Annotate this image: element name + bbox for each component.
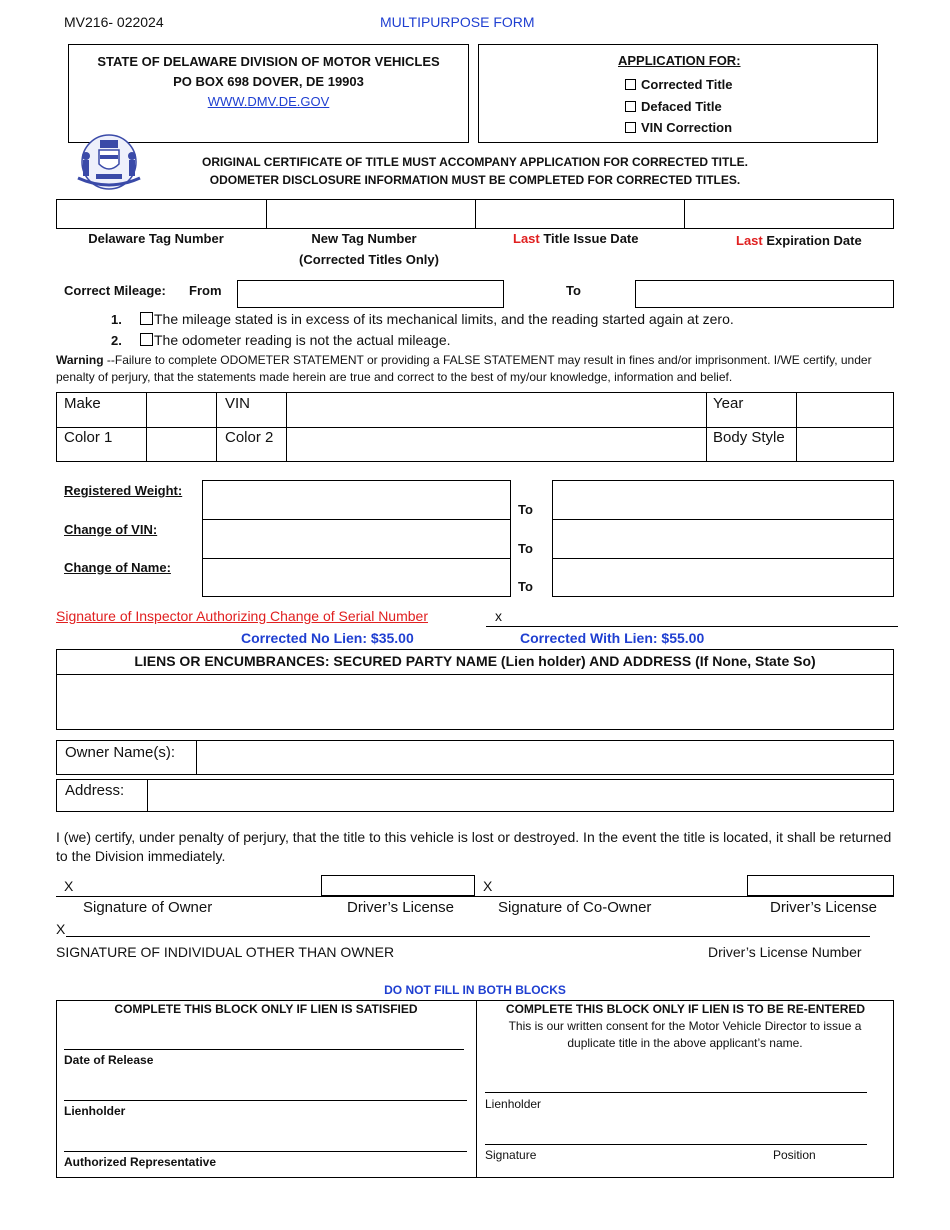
- mileage-item2-checkbox[interactable]: [140, 333, 153, 346]
- expiration-date-input[interactable]: [684, 199, 893, 229]
- title-issue-date-label: Last Title Issue Date: [513, 231, 639, 246]
- lien-reentered-title: COMPLETE THIS BLOCK ONLY IF LIEN IS TO BE RE-ENTERED: [505, 1002, 866, 1016]
- inspector-signature-line[interactable]: [486, 626, 898, 627]
- right-lienholder-label: Lienholder: [485, 1097, 542, 1111]
- address-input[interactable]: [147, 780, 894, 811]
- mileage-item1-checkbox[interactable]: [140, 312, 153, 325]
- vin-correction-checkbox[interactable]: [625, 122, 636, 133]
- vin-label: VIN: [225, 395, 251, 412]
- color1-input[interactable]: [147, 428, 215, 461]
- expiration-date-label: Last Expiration Date: [736, 233, 862, 248]
- year-label: Year: [713, 395, 744, 412]
- liens-box: [56, 649, 894, 730]
- agency-box: [68, 44, 469, 143]
- vin-from-input[interactable]: [203, 520, 510, 557]
- owner-signature-x: X: [64, 878, 74, 894]
- owner-signature-label: Signature of Owner: [83, 899, 213, 916]
- application-title: APPLICATION FOR:: [618, 53, 741, 68]
- defaced-title-checkbox[interactable]: [625, 101, 636, 112]
- new-tag-input[interactable]: [266, 199, 476, 229]
- make-input[interactable]: [147, 393, 215, 426]
- color1-label: Color 1: [64, 429, 113, 446]
- owner-name-input[interactable]: [196, 741, 894, 774]
- liens-input[interactable]: [57, 676, 893, 729]
- weight-to-label: To: [518, 502, 533, 517]
- form-code: MV216- 022024: [64, 14, 164, 30]
- other-signature-line[interactable]: [66, 936, 870, 937]
- name-to-input[interactable]: [553, 559, 893, 596]
- liens-divider: [57, 674, 893, 675]
- co-owner-signature-label: Signature of Co-Owner: [498, 899, 652, 916]
- year-input[interactable]: [797, 393, 893, 426]
- inspector-x: x: [495, 608, 502, 624]
- right-signature-line[interactable]: [485, 1144, 867, 1145]
- delaware-seal-icon: [70, 130, 148, 192]
- change-name-label: Change of Name:: [64, 560, 171, 575]
- notice-line1: ORIGINAL CERTIFICATE OF TITLE MUST ACCOMPANY APPLICATION FOR CORRECTED TITLE.: [202, 155, 748, 169]
- signature-line[interactable]: [56, 896, 894, 897]
- mileage-item2-number: 2.: [111, 333, 122, 348]
- mileage-to-input[interactable]: [635, 280, 894, 308]
- lien-satisfied-title: COMPLETE THIS BLOCK ONLY IF LIEN IS SATISFIED: [114, 1002, 418, 1016]
- mileage-label: Correct Mileage:: [64, 283, 166, 298]
- position-label: Position: [773, 1148, 816, 1162]
- corrected-title-checkbox[interactable]: [625, 79, 636, 90]
- owner-name-label: Owner Name(s):: [65, 744, 176, 761]
- vin-to-label: To: [518, 541, 533, 556]
- make-label: Make: [64, 395, 101, 412]
- date-of-release-line[interactable]: [64, 1049, 464, 1050]
- body-style-label: Body Style: [713, 429, 785, 446]
- notice-line2: ODOMETER DISCLOSURE INFORMATION MUST BE COMPLETED FOR CORRECTED TITLES.: [209, 173, 741, 187]
- date-of-release-label: Date of Release: [64, 1053, 154, 1067]
- dl-number-label: Driver’s License Number: [708, 944, 862, 960]
- mileage-item1: The mileage stated is in excess of its mechanical limits, and the reading started again at zero.: [140, 311, 734, 327]
- delaware-tag-input[interactable]: [57, 199, 267, 229]
- website-link[interactable]: WWW.DMV.DE.GOV: [207, 94, 330, 109]
- co-owner-drivers-license-input[interactable]: [747, 875, 894, 896]
- option-corrected-title[interactable]: Corrected Title: [625, 77, 733, 92]
- name-to-label: To: [518, 579, 533, 594]
- agency-line1: STATE OF DELAWARE DIVISION OF MOTOR VEHICLES: [97, 54, 440, 69]
- form-type: MULTIPURPOSE FORM: [380, 14, 535, 30]
- right-lienholder-line[interactable]: [485, 1092, 867, 1093]
- body-style-input[interactable]: [797, 428, 893, 461]
- odometer-warning: Warning --Failure to complete ODOMETER STATEMENT or providing a FALSE STATEMENT may result in fines and/or imprisonment. I/WE certify, under penalty of perjury, that the statements made herein are true and correct to the best of my/our knowledge, information and belief.: [56, 353, 872, 384]
- registered-weight-to-input[interactable]: [553, 481, 893, 518]
- owner-name-row: [56, 740, 894, 775]
- mileage-item2: The odometer reading is not the actual mileage.: [140, 332, 451, 348]
- left-lienholder-line[interactable]: [64, 1100, 467, 1101]
- new-tag-label: New Tag Number: [311, 231, 417, 246]
- left-lienholder-label: Lienholder: [64, 1104, 126, 1118]
- authorized-rep-line[interactable]: [64, 1151, 467, 1152]
- agency-line2: PO BOX 698 DOVER, DE 19903: [173, 74, 364, 89]
- authorized-rep-label: Authorized Representative: [64, 1155, 217, 1169]
- color2-label: Color 2: [225, 429, 274, 446]
- right-signature-label: Signature: [485, 1148, 537, 1162]
- registered-weight-label: Registered Weight:: [64, 483, 183, 498]
- owner-dl-label: Driver’s License: [347, 899, 454, 916]
- new-tag-sublabel: (Corrected Titles Only): [299, 252, 439, 267]
- fee-no-lien: Corrected No Lien: $35.00: [241, 630, 414, 646]
- address-row: [56, 779, 894, 812]
- liens-header: LIENS OR ENCUMBRANCES: SECURED PARTY NAME (Lien holder) AND ADDRESS (If None, State So): [134, 653, 816, 669]
- address-label: Address:: [65, 782, 125, 799]
- mileage-item1-number: 1.: [111, 312, 122, 327]
- co-owner-dl-label: Driver’s License: [770, 899, 877, 916]
- consent-text: This is our written consent for the Motor Vehicle Director to issue a duplicate title in the above applicant’s name.: [508, 1019, 862, 1050]
- option-vin-correction[interactable]: VIN Correction: [625, 120, 732, 135]
- vehicle-col-divider: [706, 392, 707, 462]
- color2-input[interactable]: [287, 428, 705, 461]
- vin-to-input[interactable]: [553, 520, 893, 557]
- name-from-input[interactable]: [203, 559, 510, 596]
- mileage-to-label: To: [566, 283, 581, 298]
- change-vin-label: Change of VIN:: [64, 522, 158, 537]
- title-issue-date-input[interactable]: [475, 199, 685, 229]
- other-signature-label: SIGNATURE OF INDIVIDUAL OTHER THAN OWNER: [56, 944, 395, 960]
- delaware-tag-label: Delaware Tag Number: [88, 231, 224, 246]
- mileage-from-input[interactable]: [237, 280, 504, 308]
- tag-row: [56, 199, 894, 229]
- inspector-signature-label: Signature of Inspector Authorizing Change of Serial Number: [56, 608, 428, 624]
- option-defaced-title[interactable]: Defaced Title: [625, 99, 722, 114]
- vehicle-col-divider: [216, 392, 217, 462]
- fee-with-lien: Corrected With Lien: $55.00: [520, 630, 705, 646]
- vin-input[interactable]: [287, 393, 705, 426]
- mileage-from-label: From: [189, 283, 222, 298]
- co-owner-signature-x: X: [483, 878, 493, 894]
- registered-weight-from-input[interactable]: [203, 481, 510, 518]
- lost-title-certification: I (we) certify, under penalty of perjury, that the title to this vehicle is lost or destroyed. In the event the title is located, it shall be returned to the Division immediately.: [56, 829, 892, 864]
- owner-drivers-license-input[interactable]: [321, 875, 475, 896]
- other-signature-x: X: [56, 921, 66, 937]
- application-box: [478, 44, 878, 143]
- lien-blocks-divider: [476, 1001, 477, 1177]
- do-not-fill-warning: DO NOT FILL IN BOTH BLOCKS: [384, 983, 566, 997]
